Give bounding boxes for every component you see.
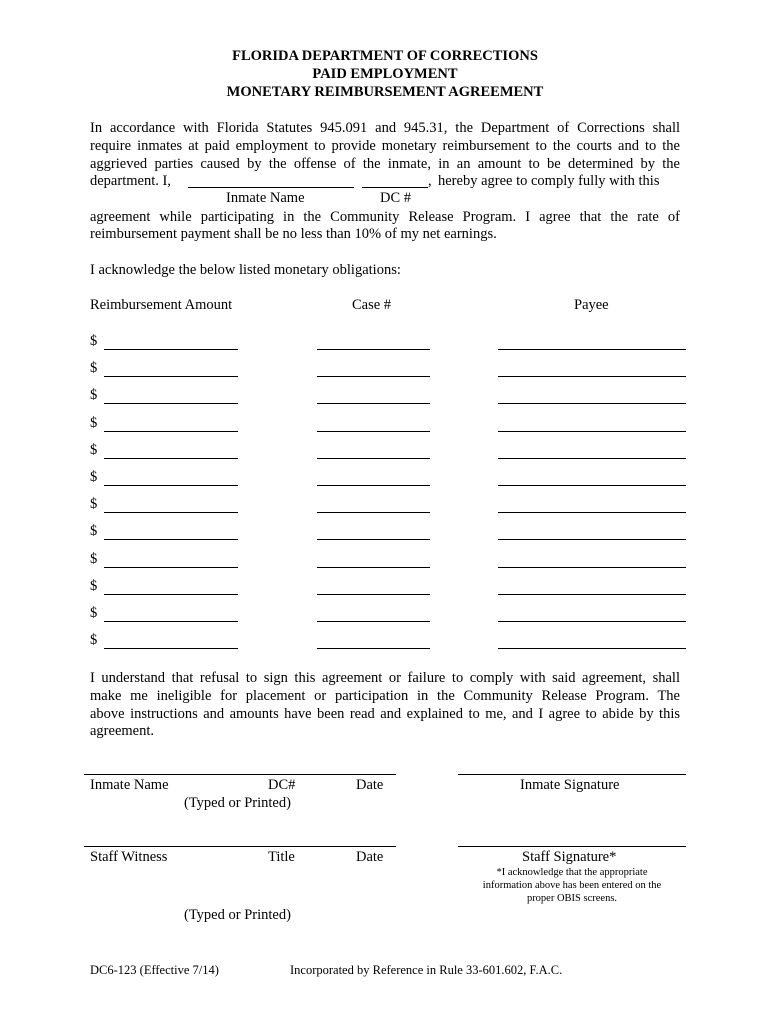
dollar-sign: $ xyxy=(90,414,98,431)
payee-blank[interactable] xyxy=(498,403,686,404)
payee-blank[interactable] xyxy=(498,376,686,377)
closing-line-3: above instructions and amounts have been read and explained to me, and I agree to abide by this xyxy=(90,706,680,722)
amount-blank[interactable] xyxy=(104,567,238,568)
staff-date-label: Date xyxy=(356,849,384,865)
form-title-line2: PAID EMPLOYMENT xyxy=(312,66,458,82)
column-header-case: Case # xyxy=(352,297,392,313)
form-title-line1: FLORIDA DEPARTMENT OF CORRECTIONS xyxy=(232,48,538,64)
dollar-sign: $ xyxy=(90,523,98,540)
case-number-blank[interactable] xyxy=(317,376,430,377)
case-number-blank[interactable] xyxy=(317,431,430,432)
amount-blank[interactable] xyxy=(104,485,238,486)
payee-blank[interactable] xyxy=(498,512,686,513)
form-id: DC6-123 (Effective 7/14) xyxy=(90,963,219,977)
inmate-name-caption: Inmate Name xyxy=(226,190,305,206)
column-header-amount: Reimbursement Amount xyxy=(90,297,233,313)
intro-line-3: aggrieved parties caused by the offense of the inmate, in an amount to be determined by the xyxy=(90,156,680,172)
ack-note-line-1: *I acknowledge that the appropriate xyxy=(496,867,648,878)
amount-blank[interactable] xyxy=(104,349,238,350)
payee-blank[interactable] xyxy=(498,349,686,350)
payee-blank[interactable] xyxy=(498,594,686,595)
amount-blank[interactable] xyxy=(104,621,238,622)
intro-line-5: agreement while participating in the Community Release Program. I agree that the rate of xyxy=(90,209,680,225)
dollar-sign: $ xyxy=(90,605,98,621)
payee-blank[interactable] xyxy=(498,431,686,432)
amount-blank[interactable] xyxy=(104,512,238,513)
case-number-blank[interactable] xyxy=(317,648,430,649)
intro-line-4-prefix: department. I, xyxy=(90,173,171,189)
dc-label: DC# xyxy=(268,777,296,793)
case-number-blank[interactable] xyxy=(317,567,430,568)
inmate-signature-label: Inmate Signature xyxy=(520,777,620,793)
inmate-info-line[interactable] xyxy=(84,774,396,775)
case-number-blank[interactable] xyxy=(317,485,430,486)
staff-signature-line[interactable] xyxy=(458,846,686,847)
payee-blank[interactable] xyxy=(498,567,686,568)
case-number-blank[interactable] xyxy=(317,458,430,459)
title-label: Title xyxy=(268,849,295,865)
form-title-line3: MONETARY REIMBURSEMENT AGREEMENT xyxy=(226,84,544,100)
dc-number-blank[interactable] xyxy=(362,187,428,188)
dollar-sign: $ xyxy=(90,496,98,513)
payee-blank[interactable] xyxy=(498,539,686,540)
typed-or-printed-note: (Typed or Printed) xyxy=(184,795,291,811)
intro-line-4-separator: , xyxy=(428,173,432,189)
amount-blank[interactable] xyxy=(104,594,238,595)
dollar-sign: $ xyxy=(90,441,98,458)
intro-line-1: In accordance with Florida Statutes 945.091 and 945.31, the Department of Corrections shall xyxy=(90,120,680,136)
intro-line-2: require inmates at paid employment to provide monetary reimbursement to the courts and to the xyxy=(90,138,680,154)
obligations-intro: I acknowledge the below listed monetary obligations: xyxy=(90,262,401,278)
inmate-name-blank[interactable] xyxy=(188,187,354,188)
date-label: Date xyxy=(356,777,384,793)
amount-blank[interactable] xyxy=(104,376,238,377)
intro-line-4-suffix: hereby agree to comply fully with this xyxy=(438,173,660,189)
typed-or-printed-note-2: (Typed or Printed) xyxy=(184,907,291,923)
ack-note-line-2: information above has been entered on the xyxy=(482,880,662,891)
ack-note-line-3: proper OBIS screens. xyxy=(526,893,618,904)
column-header-payee: Payee xyxy=(574,297,609,313)
staff-signature-label: Staff Signature* xyxy=(522,849,617,865)
dollar-sign: $ xyxy=(90,632,98,649)
amount-blank[interactable] xyxy=(104,458,238,459)
inmate-signature-line[interactable] xyxy=(458,774,686,775)
payee-blank[interactable] xyxy=(498,458,686,459)
case-number-blank[interactable] xyxy=(317,621,430,622)
intro-line-6: reimbursement payment shall be no less than 10% of my net earnings. xyxy=(90,226,497,242)
incorporated-reference: Incorporated by Reference in Rule 33-601.602, F.A.C. xyxy=(290,963,563,977)
amount-blank[interactable] xyxy=(104,403,238,404)
dollar-sign: $ xyxy=(90,469,98,485)
staff-info-line[interactable] xyxy=(84,846,396,847)
case-number-blank[interactable] xyxy=(317,349,430,350)
dollar-sign: $ xyxy=(90,387,98,404)
closing-line-2: make me ineligible for placement or participation in the Community Release Program. The xyxy=(90,688,680,704)
staff-witness-label: Staff Witness xyxy=(90,849,168,865)
dollar-sign: $ xyxy=(90,333,98,349)
amount-blank[interactable] xyxy=(104,431,238,432)
case-number-blank[interactable] xyxy=(317,539,430,540)
payee-blank[interactable] xyxy=(498,621,686,622)
case-number-blank[interactable] xyxy=(317,403,430,404)
dollar-sign: $ xyxy=(90,550,98,567)
payee-blank[interactable] xyxy=(498,648,686,649)
case-number-blank[interactable] xyxy=(317,512,430,513)
inmate-name-label: Inmate Name xyxy=(90,777,169,793)
closing-line-1: I understand that refusal to sign this agreement or failure to comply with said agreement, shall xyxy=(90,670,680,686)
dollar-sign: $ xyxy=(90,360,98,377)
amount-blank[interactable] xyxy=(104,648,238,649)
dollar-sign: $ xyxy=(90,577,98,594)
payee-blank[interactable] xyxy=(498,485,686,486)
dc-caption: DC # xyxy=(380,190,412,206)
amount-blank[interactable] xyxy=(104,539,238,540)
closing-line-4: agreement. xyxy=(90,723,155,739)
case-number-blank[interactable] xyxy=(317,594,430,595)
